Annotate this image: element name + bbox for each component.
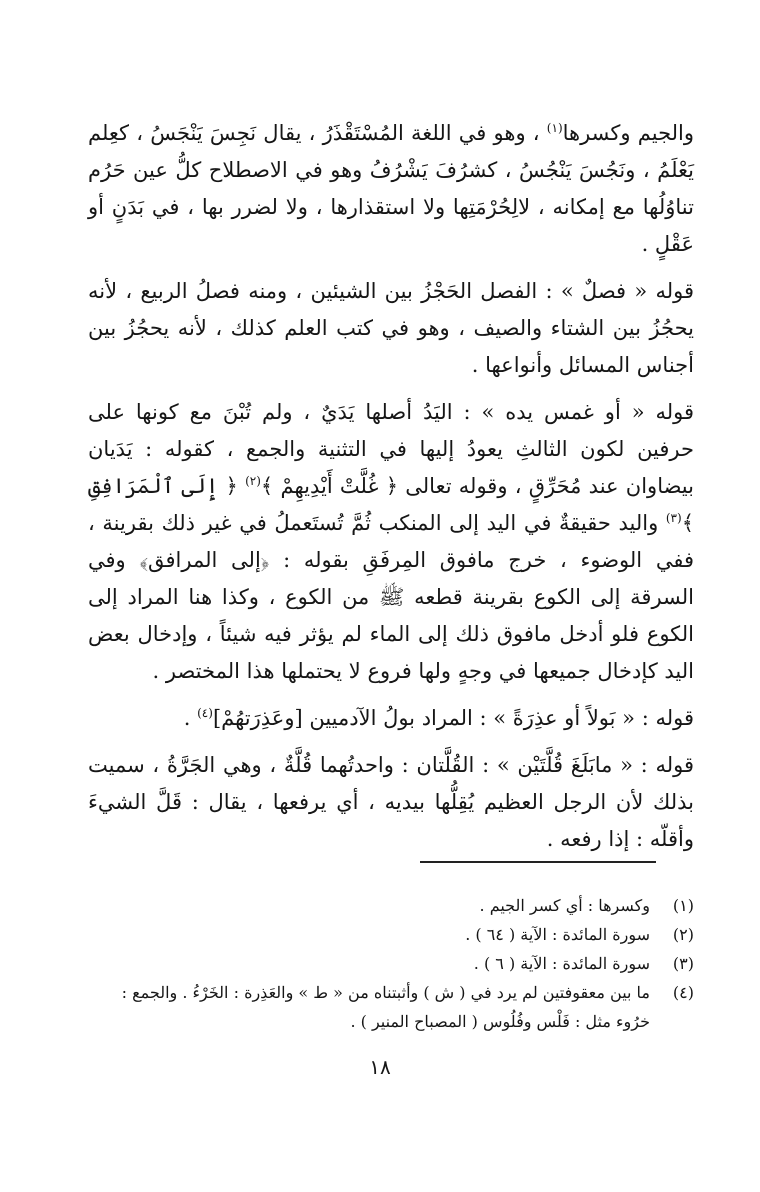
page-number: ١٨	[369, 1055, 391, 1079]
main-text	[88, 115, 694, 868]
text-run: واليد حقيقةٌ في اليد إلى المنكب ثُمَّ تُستَعملُ في غير ذلك بقرينة ، ففي الوضوء ، خرج مافوق المِرفَقِ بقوله : ﴿إلى المرافق﴾ وفي السرقة إلى الكوع بقرينة قطعه ﷺ من الكوع ، وكذا هنا المراد إلى الكوع فلو أدخل مافوق ذلك إلى الماء لم يؤثر فيه شيئاً ، وإدخال بعض اليد كإدخال جميعها في وجهٍ ولها فروع لا يحتملها هذا المختصر .	[88, 511, 694, 683]
footnote-ref[interactable]: (٤)	[197, 706, 213, 720]
footnote-item	[86, 920, 694, 949]
footnote-text: سورة المائدة : الآية ( ٦ ) .	[473, 954, 650, 973]
footnote-text: ما بين معقوفتين لم يرد في ( ش ) وأثبتناه من « ط » والعَذِرة : الخَرْءُ . والجمع : خرُوء مثل : فَلْس وفُلُوس ( المصباح المنير ) .	[121, 983, 650, 1031]
footnote-item	[86, 949, 694, 978]
paragraph-najis	[88, 115, 694, 263]
paragraph-yad	[88, 394, 694, 690]
paragraph-fasl	[88, 273, 694, 384]
footnote-ref[interactable]: (١)	[546, 121, 563, 135]
footnote-item	[86, 978, 694, 1036]
footnote-ref[interactable]: (٢)	[245, 474, 261, 488]
paragraph-qullatayn	[88, 747, 694, 858]
text-run: والجيم وكسرها	[562, 121, 694, 145]
footnote-number: (٤)	[672, 983, 694, 1002]
footnote-number: (١)	[672, 896, 694, 915]
text-run: قوله « فصلٌ » : الفصل الحَجْزُ بين الشيئين ، ومنه فصلُ الربيع ، لأنه يحجُزُ بين الشتاء والصيف ، وهو في كتب العلم كذلك ، لأنه يحجُزُ بين أجناس المسائل وأنواعها .	[88, 279, 694, 377]
footnote-text: وكسرها : أي كسر الجيم .	[479, 896, 650, 915]
footnote-item	[86, 891, 694, 920]
footnote-ref[interactable]: (٣)	[665, 511, 682, 525]
text-run: ﴿ إِلَى ٱلْمَرَافِقِ ﴾	[88, 474, 694, 535]
text-run: قوله : « بَولاً أو عذِرَةً » : المراد بولُ الآدميين [وعَذِرَتهُمْ]	[212, 706, 694, 730]
footnote-number: (٣)	[672, 954, 694, 973]
text-run: .	[183, 706, 198, 730]
footnotes	[86, 891, 694, 1036]
text-run: ، وهو في اللغة المُسْتَقْذَرُ ، يقال نَجِسَ يَنْجَسُ ، كعِلم يَعْلَمُ ، ونَجُسَ يَنْجُسُ ، كشرُفَ يَشْرُفُ وهو في الاصطلاح كلُّ عين حَرُم تناوُلُها مع إمكانه ، لالِحُرْمَتِها ولا استقذارها ، ولا لضرر بها ، في بَدَنٍ أو عَقْلٍ .	[88, 121, 694, 256]
footnote-separator	[420, 861, 656, 863]
paragraph-bawl	[88, 700, 694, 737]
text-run: قوله : « مابَلَغَ قُلَّتَيْن » : القُلَّتان : واحدتُهما قُلَّةٌ ، وهي الجَرَّةُ ، سميت بذلك لأن الرجل العظيم يُقِلُّها بيديه ، أي يرفعها ، يقال : قَلَّ الشيءَ وأقلّه : إذا رفعه .	[88, 753, 694, 851]
text-run: قوله « أو غمس يده » : اليَدُ أصلها يَدَيٌ ، ولم تُبْنَ مع كونها على حرفين لكون الثالثِ يعودُ إليها في التثنية والجمع ، كقوله : يَدَيان بيضاوان عند مُحَرِّقٍ ، وقوله تعالى ﴿ غُلَّتْ أَيْدِيهِمْ ﴾	[88, 400, 694, 498]
footnote-number: (٢)	[672, 925, 694, 944]
footnote-text: سورة المائدة : الآية ( ٦٤ ) .	[465, 925, 650, 944]
